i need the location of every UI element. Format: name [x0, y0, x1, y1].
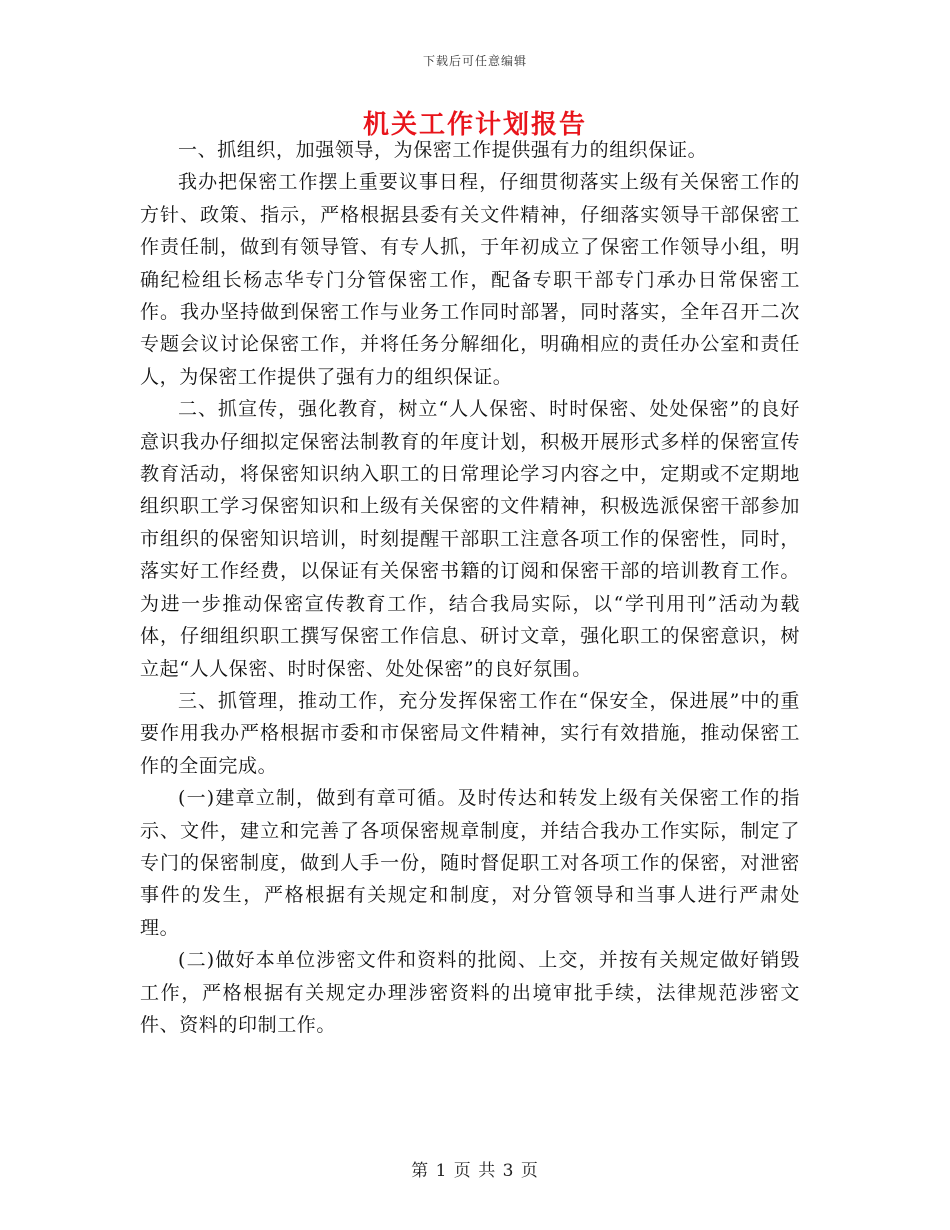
document-title: 机关工作计划报告 — [362, 110, 587, 140]
paragraph-subsection-1: (一)建章立制，做到有章可循。及时传达和转发上级有关保密工作的指示、文件，建立和完善了各项保密规章制度，并结合我办工作实际，制定了专门的保密制度，做到人手一份，随时督促职工对各项工作的保密，对泄密事件的发生，严格根据有关规定和制度，对分管领导和当事人进行严肃处理。 — [140, 787, 800, 939]
document-body — [140, 134, 800, 1041]
paragraph-section-1-body: 我办把保密工作摆上重要议事日程，仔细贯彻落实上级有关保密工作的方针、政策、指示，严格根据县委有关文件精神，仔细落实领导干部保密工作责任制，做到有领导管、有专人抓，于年初成立了保密工作领导小组，明确纪检组长杨志华专门分管保密工作，配备专职干部专门承办日常保密工作。我办坚持做到保密工作与业务工作同时部署，同时落实，全年召开二次专题会议讨论保密工作，并将任务分解细化，明确相应的责任办公室和责任人，为保密工作提供了强有力的组织保证。 — [140, 171, 800, 388]
paragraph-subsection-2: (二)做好本单位涉密文件和资料的批阅、上交，并按有关规定做好销毁工作，严格根据有关规定办理涉密资料的出境审批手续，法律规范涉密文件、资料的印制工作。 — [140, 949, 800, 1036]
page-number-footer: 第 1 页 共 3 页 — [411, 1161, 539, 1181]
paragraph-section-2: 二、抓宣传，强化教育，树立“人人保密、时时保密、处处保密”的良好意识我办仔细拟定保密法制教育的年度计划，积极开展形式多样的保密宣传教育活动，将保密知识纳入职工的日常理论学习内容之中，定期或不定期地组织职工学习保密知识和上级有关保密的文件精神，积极选派保密干部参加市组织的保密知识培训，时刻提醒干部职工注意各项工作的保密性，同时，落实好工作经费，以保证有关保密书籍的订阅和保密干部的培训教育工作。为进一步推动保密宣传教育工作，结合我局实际，以“学刊用刊”活动为载体，仔细组织职工撰写保密工作信息、研讨文章，强化职工的保密意识，树立起“人人保密、时时保密、处处保密”的良好氛围。 — [140, 398, 800, 680]
page-header: 下载后可任意编辑 — [422, 54, 527, 68]
paragraph-section-3: 三、抓管理，推动工作，充分发挥保密工作在“保安全，保进展”中的重要作用我办严格根据市委和市保密局文件精神，实行有效措施，推动保密工作的全面完成。 — [140, 689, 800, 777]
paragraph-section-1-heading: 一、抓组织，加强领导，为保密工作提供强有力的组织保证。 — [178, 139, 708, 161]
